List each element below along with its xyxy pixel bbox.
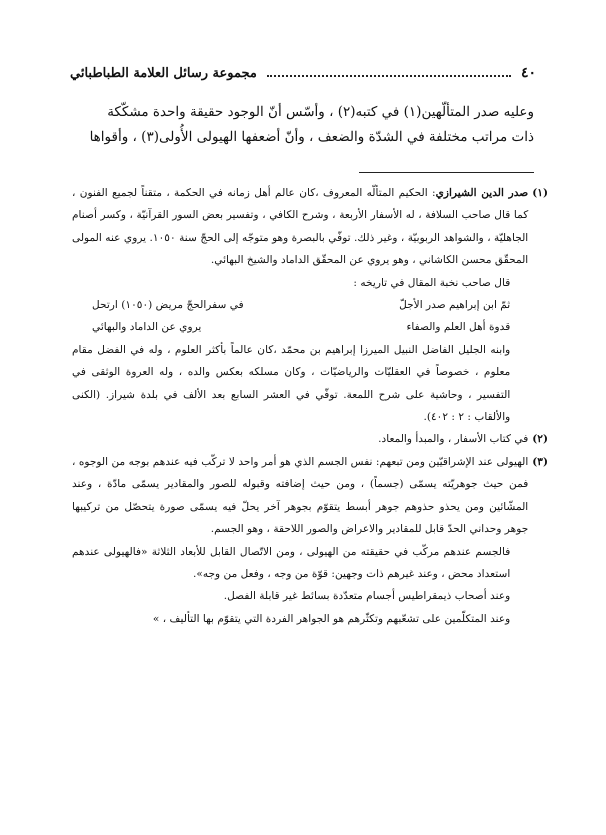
poem-verse xyxy=(72,316,528,338)
footnote-number: (٢) xyxy=(532,433,548,446)
running-title: مجموعة رسائل العلامة الطباطبائي xyxy=(70,65,257,81)
footnote-paragraph: وابنه الجليل الفاضل النبيل الميرزا إبراهيم بن محمّد ،كان عالماً بأكثر العلوم ، وله في الفضل مقام معلوم ، خصوصاً في العقليّات والرياضيّات ، وكان مسلكه بعكس والده ، وله العروة الوثقى في التفسير ، وحاشية على شرح اللمعة. توفّي في العشر السابع بعد الألف في بلدة شيراز. (الكنى والألقاب : ٢ : ٤٠٢). xyxy=(72,343,511,424)
footnote-1 xyxy=(72,182,548,428)
footnote-paragraph: وعند أصحاب ذيمقراطيس أجسام متعدّدة بسائط غير قابلة الفصل. xyxy=(223,590,511,603)
page-number: ٤٠ xyxy=(520,65,536,81)
poem-verse xyxy=(72,294,528,316)
main-text-line: وعليه صدر المتألّهين(١) في كتبه(٢) ، وأسّس أنّ الوجود حقيقة واحدة مشكّكة xyxy=(107,104,534,120)
header-dot-leader xyxy=(267,69,511,77)
footnote-paragraph: في كتاب الأسفار ، والمبدأ والمعاد. xyxy=(378,433,529,446)
poem-intro: قال صاحب نخبة المقال في تاريخه : xyxy=(353,276,511,289)
footnote-text xyxy=(72,182,528,272)
footnote-number: (٣) xyxy=(532,455,548,468)
footnote-3 xyxy=(72,451,548,630)
footnote-paragraph: فالجسم عندهم مركّب في حقيقته من الهيولى ، ومن الاتّصال القابل للأبعاد الثلاثة «فالهيولى عندهم استعداد محض ، وعند غيرهم ذات وجهين: قوّة من وجه ، وفعل من وجه». xyxy=(72,545,511,580)
footnote-heading: صدر الدين الشيرازي xyxy=(435,187,529,199)
verse-hemistich: في سفرالحجّ مريض (١٠٥٠) ارتحل xyxy=(92,299,244,312)
main-text xyxy=(72,100,534,150)
footnote-number: (١) xyxy=(532,187,548,199)
footnote-paragraph: الهيولى عند الإشراقيّين ومن تبعهم: نفس الجسم الذي هو أمر واحد لا تركّب فيه عندهم بوجه من الوجوه ، فمن حيث جوهريّته يسمّى (جسماً) ، ومن حيث إضافته وقبوله للصور والمقادير يسمّى مادّة ، وعند المشّائين ومن يحذو حذوهم جوهر أبسط يتقوّم بجوهر آخر يحلّ فيه يسمّى صورة يتحصّل من تركيبها جوهر وحداني الحدّ قابل للمقادير والاعراض والصور اللاحقة ، وهو الجسم. xyxy=(72,455,529,536)
verse-hemistich: قدوة أهل العلم والصفاء xyxy=(406,321,511,334)
verse-hemistich: يروي عن الداماد والبهائي xyxy=(92,321,202,334)
footnote-paragraph: : الحكيم المتألّه المعروف ،كان عالم أهل زمانه في الحكمة ، متقناً لجميع الفنون ، كما قال صاحب السلافة ، له الأسفار الأربعة ، وشرح الكافي ، وتفسير بعض السور القرآنيّة ، وكسر أصنام الجاهليّة ، والشواهد الربوبيّة ، وغير ذلك. توفّي بالبصرة وهو متوجّه إلى الحجّ سنة ١٠٥٠. يروي عنه المولى المحقّق محسن الكاشاني ، وهو يروي عن المحقّق الداماد والشيخ البهائي. xyxy=(72,187,529,267)
verse-hemistich: ثمّ ابن إبراهيم صدر الأجلّ xyxy=(399,299,511,312)
footnote-2 xyxy=(72,428,548,450)
footnotes xyxy=(72,182,548,630)
footnote-separator xyxy=(359,172,534,173)
footnote-paragraph: وعند المتكلّمين على تشعّبهم وتكثّرهم هو الجواهر الفردة التي يتقوّم بها التأليف ، » xyxy=(152,612,511,625)
page-header xyxy=(70,62,536,84)
main-text-line: ذات مراتب مختلفة في الشدّة والضعف ، وأنّ أضعفها الهيولى الأُولى(٣) ، وأقواها xyxy=(89,129,534,145)
